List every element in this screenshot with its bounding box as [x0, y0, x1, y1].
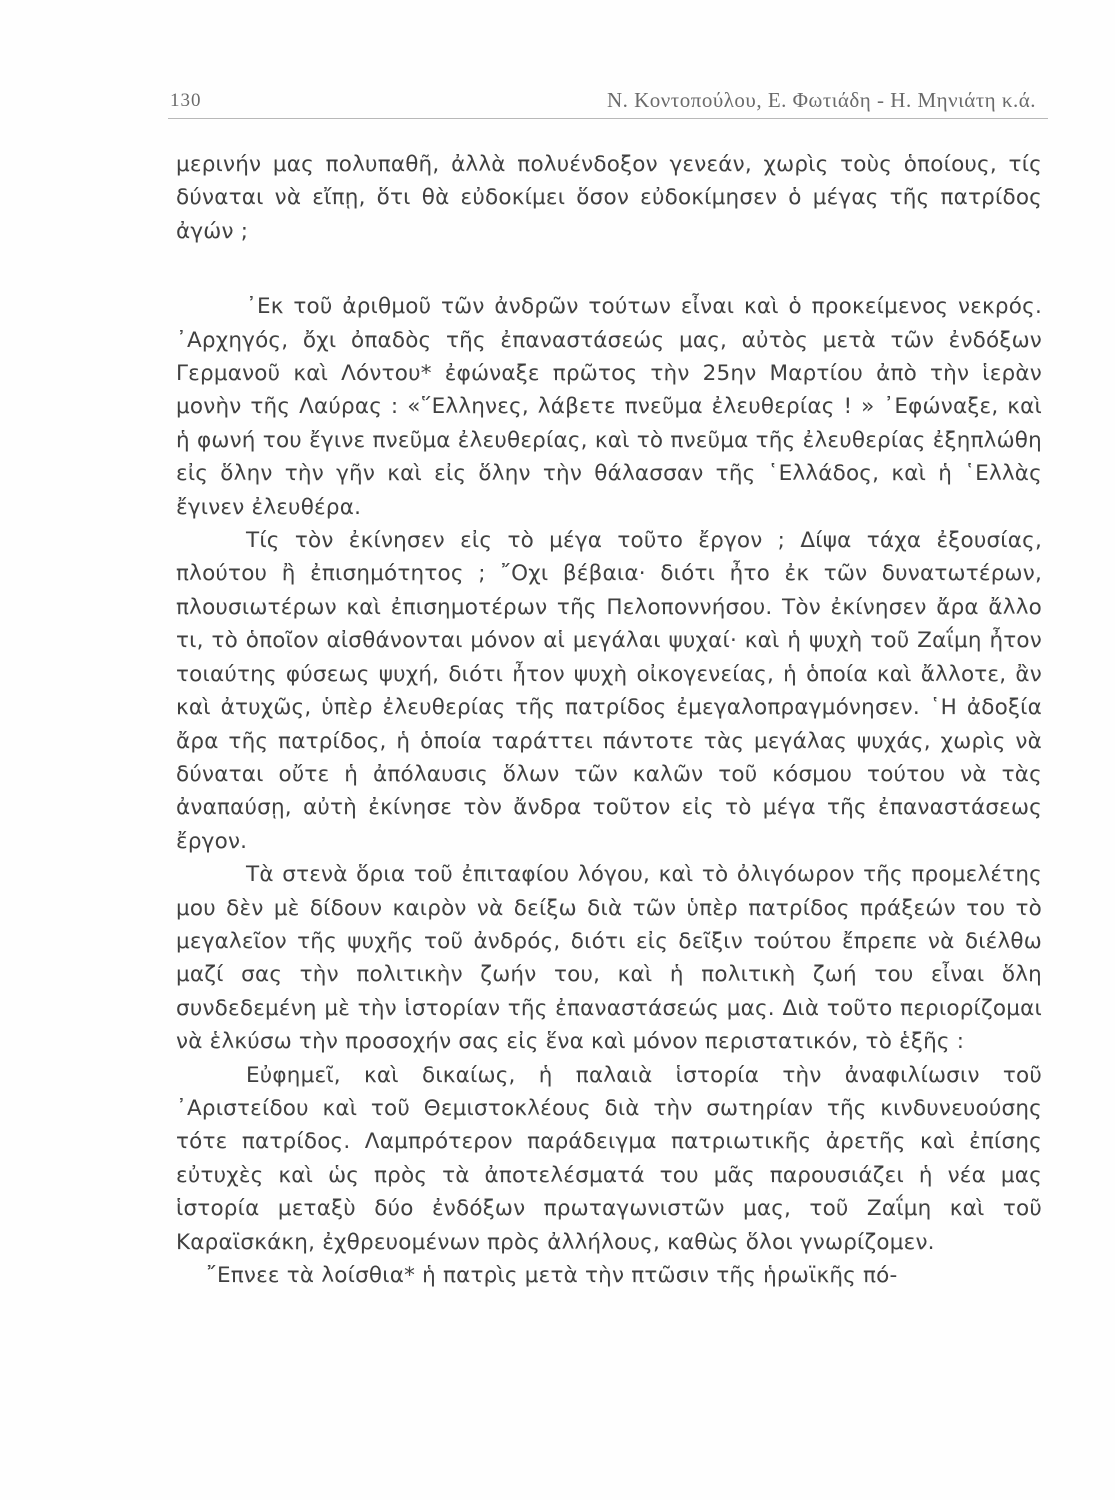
page-number: 130: [170, 90, 202, 111]
paragraph-1: μερινήν μας πολυπαθῆ, ἀλλὰ πολυένδοξον γενεάν, χωρὶς τοὺς ὁποίους, τίς δύναται νὰ εἴπῃ, ὅτι θὰ εὐδοκίμει ὅσον εὐδοκίμησεν ὁ μέγας τῆς πατρίδος ἀγών ;: [176, 152, 1042, 244]
paragraph-2: ᾿Εκ τοῦ ἀριθμοῦ τῶν ἀνδρῶν τούτων εἶναι καὶ ὁ προκείμενος νεκρός. ᾿Αρχηγός, ὄχι ὀπαδὸς τῆς ἐπαναστάσεώς μας, αὐτὸς μετὰ τῶν ἐνδόξων Γερμανοῦ καὶ Λόντου* ἐφώναξε πρῶτος τὴν 25ην Μαρτίου ἀπὸ τὴν ἱερὰν μονὴν τῆς Λαύρας : «῞Ελληνες, λάβετε πνεῦμα ἐλευθερίας ! » ᾿Εφώναξε, καὶ ἡ φωνή του ἔγινε πνεῦμα ἐλευθερίας, καὶ τὸ πνεῦμα τῆς ἐλευθερίας ἐξηπλώθη εἰς ὅλην τὴν γῆν καὶ εἰς ὅλην τὴν θάλασσαν τῆς ῾Ελλάδος, καὶ ἡ ῾Ελλὰς ἔγινεν ἐλευθέρα.: [176, 294, 1042, 520]
body-text: [176, 148, 1042, 1292]
header-authors: Ν. Κοντοπούλου, Ε. Φωτιάδη - Η. Μηνιάτη κ.ά.: [606, 88, 1036, 112]
running-header: [168, 84, 1048, 119]
paragraph-3: Τίς τὸν ἐκίνησεν εἰς τὸ μέγα τοῦτο ἔργον ; Δίψα τάχα ἐξουσίας, πλούτου ἢ ἐπισημότητος ; ῎Οχι βέβαια· διότι ἦτο ἐκ τῶν δυνατωτέρων, πλουσιωτέρων καὶ ἐπισημοτέρων τῆς Πελοποννήσου. Τὸν ἐκίνησεν ἄρα ἄλλο τι, τὸ ὁποῖον αἰσθάνονται μόνον αἱ μεγάλαι ψυχαί· καὶ ἡ ψυχὴ τοῦ Ζαΐμη ἦτον τοιαύτης φύσεως ψυχή, διότι ἦτον ψυχὴ οἰκογενείας, ἡ ὁποία καὶ ἄλλοτε, ἂν καὶ ἀτυχῶς, ὑπὲρ ἐλευθερίας τῆς πατρίδος ἐμεγαλοπραγμόνησεν. ῾Η ἀδοξία ἄρα τῆς πατρίδος, ἡ ὁποία ταράττει πάντοτε τὰς μεγάλας ψυχάς, χωρὶς νὰ δύναται οὔτε ἡ ἀπόλαυσις ὅλων τῶν καλῶν τοῦ κόσμου τούτου νὰ τὰς ἀναπαύσῃ, αὐτὴ ἐκίνησε τὸν ἄνδρα τοῦτον εἰς τὸ μέγα τῆς ἐπαναστάσεως ἔργον.: [176, 528, 1042, 854]
paragraph-5: Εὐφημεῖ, καὶ δικαίως, ἡ παλαιὰ ἱστορία τὴν ἀναφιλίωσιν τοῦ ᾿Αριστείδου καὶ τοῦ Θεμιστοκλέους διὰ τὴν σωτηρίαν τῆς κινδυνευούσης τότε πατρίδος. Λαμπρότερον παράδειγμα πατριωτικῆς ἀρετῆς καὶ ἐπίσης εὐτυχὲς καὶ ὡς πρὸς τὰ ἀποτελέσματά του μᾶς παρουσιάζει ἡ νέα μας ἱστορία μεταξὺ δύο ἐνδόξων πρωταγωνιστῶν μας, τοῦ Ζαΐμη καὶ τοῦ Καραϊσκάκη, ἐχθρευομένων πρὸς ἀλλήλους, καθὼς ὅλοι γνωρίζομεν.: [176, 1062, 1042, 1255]
paragraph-6: ῎Επνεε τὰ λοίσθια* ἡ πατρὶς μετὰ τὴν πτῶσιν τῆς ἡρωϊκῆς πό-: [206, 1263, 898, 1288]
paragraph-4: Τὰ στενὰ ὅρια τοῦ ἐπιταφίου λόγου, καὶ τὸ ὀλιγόωρον τῆς προμελέτης μου δὲν μὲ δίδουν καιρὸν νὰ δείξω διὰ τῶν ὑπὲρ πατρίδος πράξεών του τὸ μεγαλεῖον τῆς ψυχῆς τοῦ ἀνδρός, διότι εἰς δεῖξιν τούτου ἔπρεπε νὰ διέλθω μαζί σας τὴν πολιτικὴν ζωήν του, καὶ ἡ πολιτικὴ ζωή του εἶναι ὅλη συνδεδεμένη μὲ τὴν ἱστορίαν τῆς ἐπαναστάσεώς μας. Διὰ τοῦτο περιορίζομαι νὰ ἑλκύσω τὴν προσοχήν σας εἰς ἕνα καὶ μόνον περιστατικόν, τὸ ἑξῆς :: [176, 862, 1042, 1055]
